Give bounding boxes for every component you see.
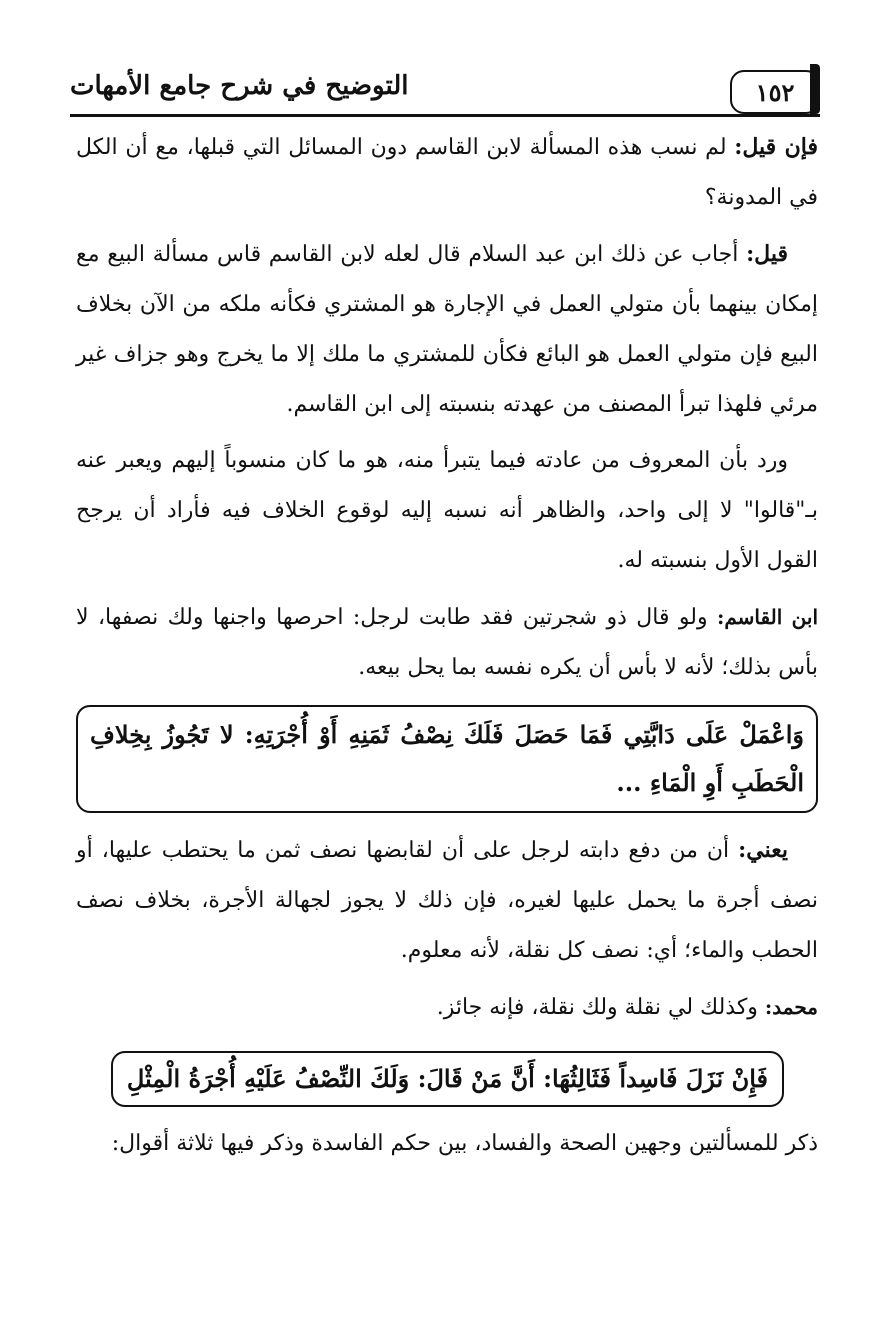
page-number: ١٥٢ <box>730 70 820 114</box>
page-header <box>70 60 820 118</box>
paragraph-summary <box>76 1119 818 1169</box>
paragraph-text: وكذلك لي نقلة ولك نقلة، فإنه جائز. <box>436 995 765 1020</box>
paragraph-lead: فإن قيل: <box>734 134 818 160</box>
paragraph-question <box>76 122 818 223</box>
paragraph-text: ذكر للمسألتين وجهين الصحة والفساد، بين حكم الفاسدة وذكر فيها ثلاثة أقوال: <box>111 1131 818 1156</box>
speaker-name: ابن القاسم: <box>716 605 819 629</box>
paragraph-text: ورد بأن المعروف من عادته فيما يتبرأ منه، هو ما كان منسوباً إليهم ويعبر عنه بـ"قالوا" لا إلى واحد، والظاهر أنه نسبه إليه لوقوع الخلاف فيه فأراد أن يرجح القول الأول بنسبته له. <box>76 448 818 573</box>
paragraph-text: أجاب عن ذلك ابن عبد السلام قال لعله لابن القاسم قاس مسألة البيع مع إمكان بينهما بأن متولي العمل في الإجارة هو المشتري فكأنه ملكه من الآن بخلاف البيع فإن متولي العمل هو البائع فكأن للمشتري ما ملك إلا ما يخرج وهو جزاف غير مرئي فلهذا تبرأ المصنف من عهدته بنسبته إلى ابن القاسم. <box>76 242 818 417</box>
matn-box: وَاعْمَلْ عَلَى دَابَّتِي فَمَا حَصَلَ فَلَكَ نِصْفُ ثَمَنِهِ أَوْ أُجْرَتِهِ: لا تَجُوزُ بِخِلافِ الْحَطَبِ أَوِ الْمَاءِ ... <box>76 705 818 813</box>
paragraph-lead: قيل: <box>746 241 788 267</box>
matn-box: فَإِنْ نَزَلَ فَاسِداً فَثَالِثُهَا: أَنَّ مَنْ قَالَ: وَلَكَ النِّصْفُ عَلَيْهِ أُجْرَةُ الْمِثْلِ <box>111 1051 784 1107</box>
paragraph-rebuttal <box>76 436 818 586</box>
paragraph-text: ولو قال ذو شجرتين فقد طابت لرجل: احرصها واجنها ولك نصفها، لا بأس بذلك؛ لأنه لا بأس أن يكره نفسه بما يحل بيعه. <box>76 605 818 680</box>
header-rule <box>70 114 820 117</box>
page-body <box>76 122 818 1175</box>
paragraph-text: لم نسب هذه المسألة لابن القاسم دون المسائل التي قبلها، مع أن الكل في المدونة؟ <box>76 135 818 210</box>
paragraph-quote-muhammad <box>76 982 818 1033</box>
paragraph-quote-ibn-alqasim <box>76 592 818 693</box>
speaker-name: محمد: <box>764 995 818 1019</box>
paragraph-answer <box>76 229 818 430</box>
paragraph-text: أن من دفع دابته لرجل على أن لقابضها نصف ثمن ما يحتطب عليها، أو نصف أجرة ما يحمل عليها لغيره، فإن ذلك لا يجوز لجهالة الأجرة، بخلاف نصف الحطب والماء؛ أي: نصف كل نقلة، لأنه معلوم. <box>76 838 818 963</box>
paragraph-lead: يعني: <box>738 837 788 863</box>
paragraph-explanation <box>76 825 818 976</box>
book-title: التوضيح في شرح جامع الأمهات <box>70 71 409 101</box>
